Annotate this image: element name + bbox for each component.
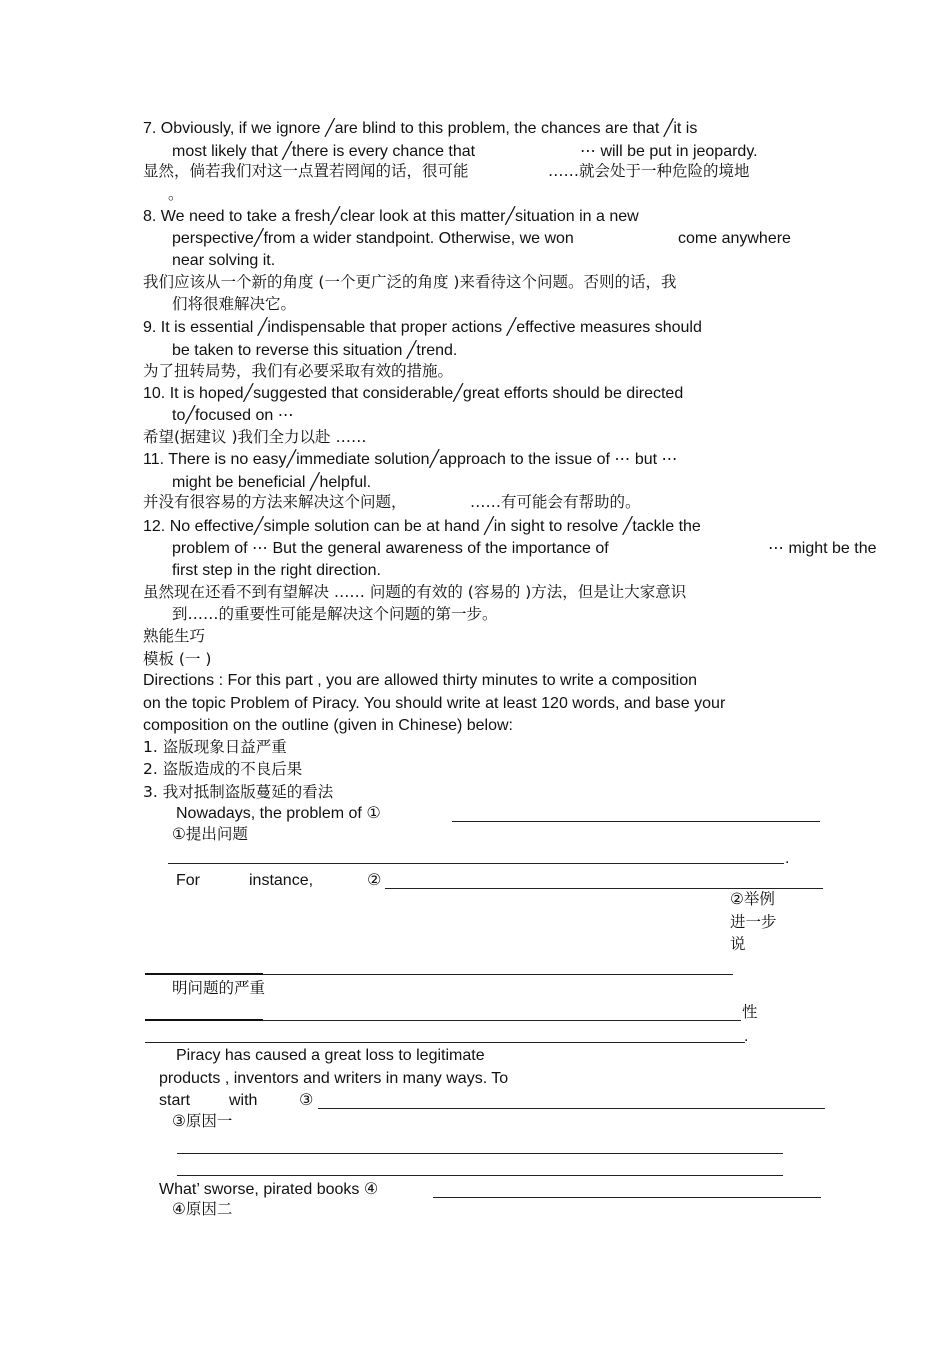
phrase-9-en-line2: be taken to reverse this situation ╱trend. [172, 342, 458, 359]
blank-line-1 [452, 821, 820, 822]
template-s2-instance: instance, [249, 872, 314, 889]
template-p2-start: start [159, 1092, 191, 1109]
blank-line-10 [433, 1197, 821, 1198]
template-s2-hint3: 说 [730, 935, 746, 953]
phrase-11-en-line1: 11. There is no easy╱immediate solution╱approach to the issue of ⋯ but ⋯ [143, 451, 678, 468]
directions-line3: composition on the outline (given in Chinese) below: [143, 717, 513, 734]
template-s2-mark: ② [367, 872, 382, 889]
directions-line1: Directions : For this part , you are allowed thirty minutes to write a composition [143, 672, 697, 689]
phrase-8-en-line2b: come anywhere [678, 230, 791, 247]
phrase-11-cn-line1b: ……有可能会有帮助的。 [470, 493, 641, 511]
template-s1-end: . [785, 850, 790, 867]
template-p3-lead: What’ sworse, pirated books ④ [159, 1181, 379, 1198]
phrase-9-en-line1: 9. It is essential ╱indispensable that proper actions ╱effective measures should [143, 319, 702, 336]
blank-line-5b [263, 1020, 741, 1021]
template-s2-hint4: 明问题的严重 [172, 979, 266, 997]
phrase-10-en-line1: 10. It is hoped╱suggested that considerable╱great efforts should be directed [143, 385, 684, 402]
template-s2-hint2: 进一步 [730, 913, 777, 931]
outline-item-3: 3. 我对抵制盗版蔓延的看法 [143, 783, 334, 801]
phrase-8-en-line3: near solving it. [172, 252, 276, 269]
phrase-7-en-line1: 7. Obviously, if we ignore ╱are blind to this problem, the chances are that ╱it is [143, 120, 698, 137]
phrase-12-cn-line1: 虽然现在还看不到有望解决 …… 问题的有效的 (容易的 )方法，但是让大家意识 [143, 583, 687, 601]
phrase-8-cn-line2: 们将很难解决它。 [172, 295, 297, 313]
phrase-9-cn-line1: 为了扭转局势，我们有必要采取有效的措施。 [143, 362, 454, 380]
template-s1-hint: ①提出问题 [172, 825, 248, 843]
phrase-12-en-line3: first step in the right direction. [172, 562, 381, 579]
phrase-12-cn-line2: 到……的重要性可能是解决这个问题的第一步。 [172, 605, 498, 623]
phrase-7-cn-line2: 。 [168, 185, 184, 203]
phrase-7-cn-line1a: 显然，倘若我们对这一点置若罔闻的话，很可能 [143, 162, 469, 180]
phrase-12-en-line1: 12. No effective╱simple solution can be at hand ╱in sight to resolve ╱tackle the [143, 518, 701, 535]
template-p2-hint: ③原因一 [172, 1112, 233, 1130]
blank-line-6 [145, 1042, 745, 1043]
phrase-12-en-line2a: problem of ⋯ But the general awareness of the importance of [172, 540, 609, 557]
template-s2-for: For [176, 872, 200, 889]
phrase-7-en-line2a: most likely that ╱there is every chance that [172, 143, 476, 160]
phrase-10-en-line2: to╱focused on ⋯ [172, 407, 294, 424]
phrase-12-en-line2b: ⋯ might be the [768, 540, 877, 557]
template-s2-hint1: ②举例 [730, 890, 775, 908]
blank-line-7 [318, 1108, 825, 1109]
phrase-7-cn-line1b: ……就会处于一种危险的境地 [548, 162, 750, 180]
phrase-10-cn-line1: 希望(据建议 )我们全力以赴 …… [143, 428, 367, 446]
template-s2-hint5: 性 [742, 1003, 758, 1021]
phrase-11-cn-line1a: 并没有很容易的方法来解决这个问题， [143, 493, 407, 511]
template-p3-hint: ④原因二 [172, 1200, 233, 1218]
blank-line-8 [177, 1153, 783, 1154]
blank-line-4b [263, 974, 733, 975]
phrase-8-en-line2a: perspective╱from a wider standpoint. Otherwise, we won [172, 230, 574, 247]
template-p2-with: with [229, 1092, 258, 1109]
phrase-8-cn-line1: 我们应该从一个新的角度 (一个更广泛的角度 )来看待这个问题。否则的话，我 [143, 273, 677, 291]
blank-line-9 [177, 1175, 783, 1176]
section-heading: 熟能生巧 [143, 627, 206, 645]
phrase-11-en-line2: might be beneficial ╱helpful. [172, 474, 372, 491]
outline-item-2: 2. 盗版造成的不良后果 [143, 760, 303, 778]
template-p2-line2: products , inventors and writers in many ways. To [159, 1070, 509, 1087]
directions-line2: on the topic Problem of Piracy. You should write at least 120 words, and base your [143, 695, 726, 712]
template-s1-lead: Nowadays, the problem of ① [176, 805, 381, 822]
template-p2-mark: ③ [299, 1092, 314, 1109]
blank-line-5a [145, 1019, 263, 1021]
phrase-8-en-line1: 8. We need to take a fresh╱clear look at this matter╱situation in a new [143, 208, 639, 225]
template-p2-line1: Piracy has caused a great loss to legitimate [176, 1047, 485, 1064]
blank-line-2 [168, 863, 784, 864]
template-title: 模板 (一 ) [143, 650, 212, 668]
template-s2-end: . [744, 1028, 749, 1045]
outline-item-1: 1. 盗版现象日益严重 [143, 738, 287, 756]
blank-line-4a [145, 973, 263, 975]
phrase-7-en-line2b: ⋯ will be put in jeopardy. [580, 143, 758, 160]
